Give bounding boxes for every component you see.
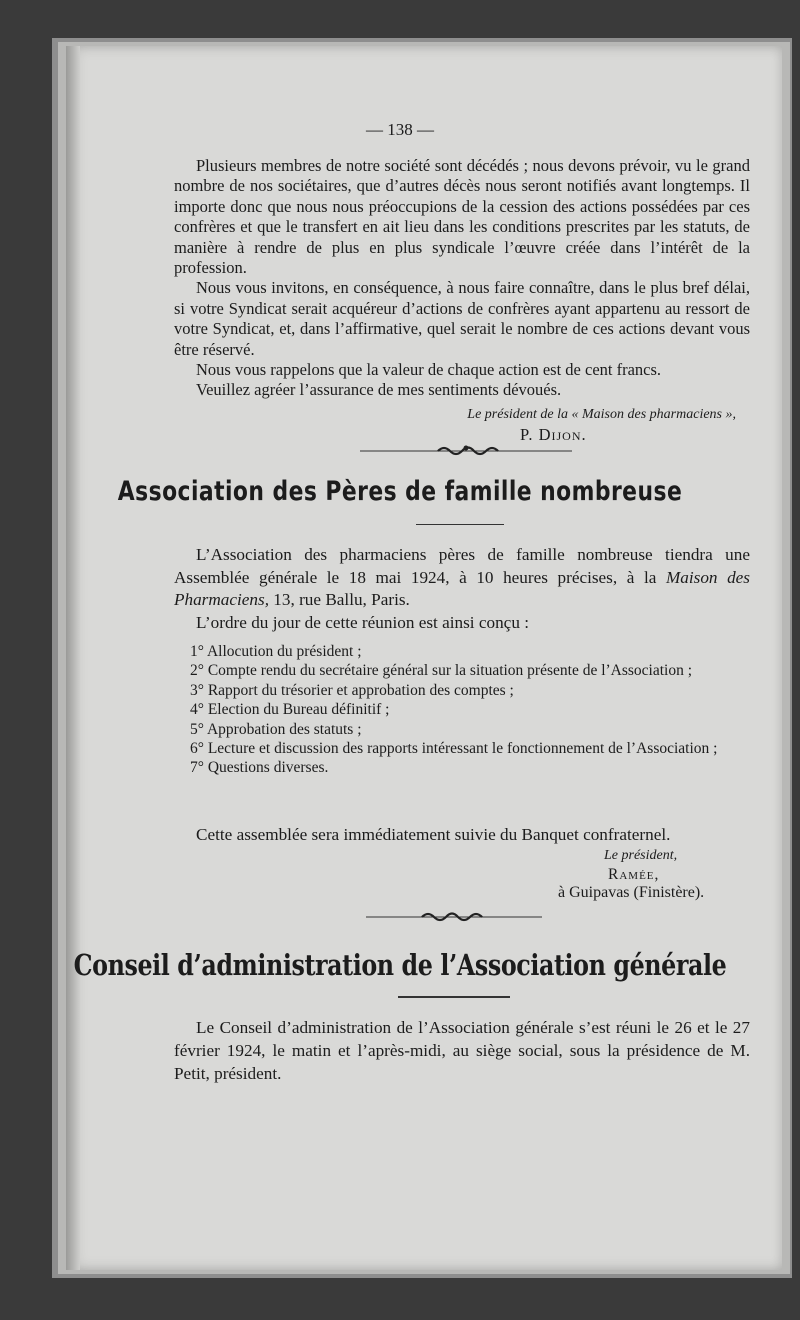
letter-signature-title: Le président de la « Maison des pharmaciens »,: [467, 406, 736, 422]
agenda-item: 3° Rapport du trésorier et approbation des comptes ;: [190, 681, 514, 699]
agenda-item-text: 2° Compte rendu du secrétaire général sur la situation présente de l’Association ;: [190, 662, 693, 680]
letter-signature-name: P. Dijon.: [520, 425, 587, 445]
section1-intro-text: L’Association des pharmaciens pères de famille nombreuse tiendra une Assemblée générale le 18 mai 1924, à 10 heures précises, à la: [174, 545, 750, 587]
title-underline: [416, 524, 504, 525]
section1-intro-end: 13, rue Ballu, Paris.: [269, 590, 410, 609]
page-gutter: [66, 46, 80, 1270]
agenda-item: 5° Approbation des statuts ;: [190, 720, 362, 738]
section1-body: [174, 544, 750, 634]
page-number: — 138 —: [366, 120, 434, 139]
section1-closing: Cette assemblée sera immédiatement suivie du Banquet confraternel.: [196, 825, 671, 844]
agenda-item: 6° Lecture et discussion des rapports intéressant le fonctionnement de l’Association ;: [190, 740, 718, 758]
letter-paragraph: Veuillez agréer l’assurance de mes sentiments dévoués.: [196, 380, 562, 400]
section1-closing-block: [174, 824, 750, 846]
section2-text: Le Conseil d’administration de l’Association générale s’est réuni le 26 et le 27 février 1924, le matin et l’après-midi, au siège social, sous la présidence de M. Petit, président.: [174, 1018, 750, 1083]
section1-intro-italic: Maison des Pharmaciens,: [174, 567, 750, 609]
agenda-item: 1° Allocution du président ;: [190, 643, 362, 660]
section-title-conseil: Conseil d’administration de l’Association générale: [73, 948, 727, 982]
ornament-divider: [360, 443, 572, 457]
order-intro: L’ordre du jour de cette réunion est ainsi conçu :: [196, 612, 529, 632]
section1-intro: [174, 544, 750, 612]
letter-paragraph: Nous vous invitons, en conséquence, à nous faire connaître, dans le plus bref délai, si votre Syndicat serait acquéreur d’actions de confrères ayant appartenu au ressort de votre Syndicat, et, dans l’affirmative, quel serait le nombre de ces actions devant vous être réservé.: [174, 278, 750, 359]
letter-body: [174, 156, 750, 446]
agenda-item: [174, 661, 750, 680]
ornament-divider: [366, 909, 542, 923]
section1-signature-name: Ramée,: [608, 866, 660, 883]
agenda-item: 4° Election du Bureau définitif ;: [190, 701, 390, 719]
title-underline: [398, 996, 510, 998]
section1-signature-place: à Guipavas (Finistère).: [558, 884, 705, 901]
letter-paragraph: Plusieurs membres de notre société sont décédés ; nous devons prévoir, vu le grand nombre de nos sociétaires, que d’autres décès nous seront notifiés avant longtemps. Il importe donc que nous nous préoccupions de la cession des actions possédées par ces confrères et que le transfert en ait lieu dans les conditions prescrites par les statuts, de manière à rendre de plus en plus syndicale l’œuvre créée dans l’intérêt de la profession.: [174, 156, 750, 278]
letter-paragraph: Nous vous rappelons que la valeur de chaque action est de cent francs.: [196, 360, 662, 380]
section2-body: [174, 1016, 750, 1085]
section-title-peres-famille: Association des Pères de famille nombreuse: [117, 476, 683, 507]
section1-signature-title: Le président,: [604, 848, 678, 863]
agenda-list: [174, 642, 750, 778]
agenda-item: 7° Questions diverses.: [190, 759, 329, 777]
